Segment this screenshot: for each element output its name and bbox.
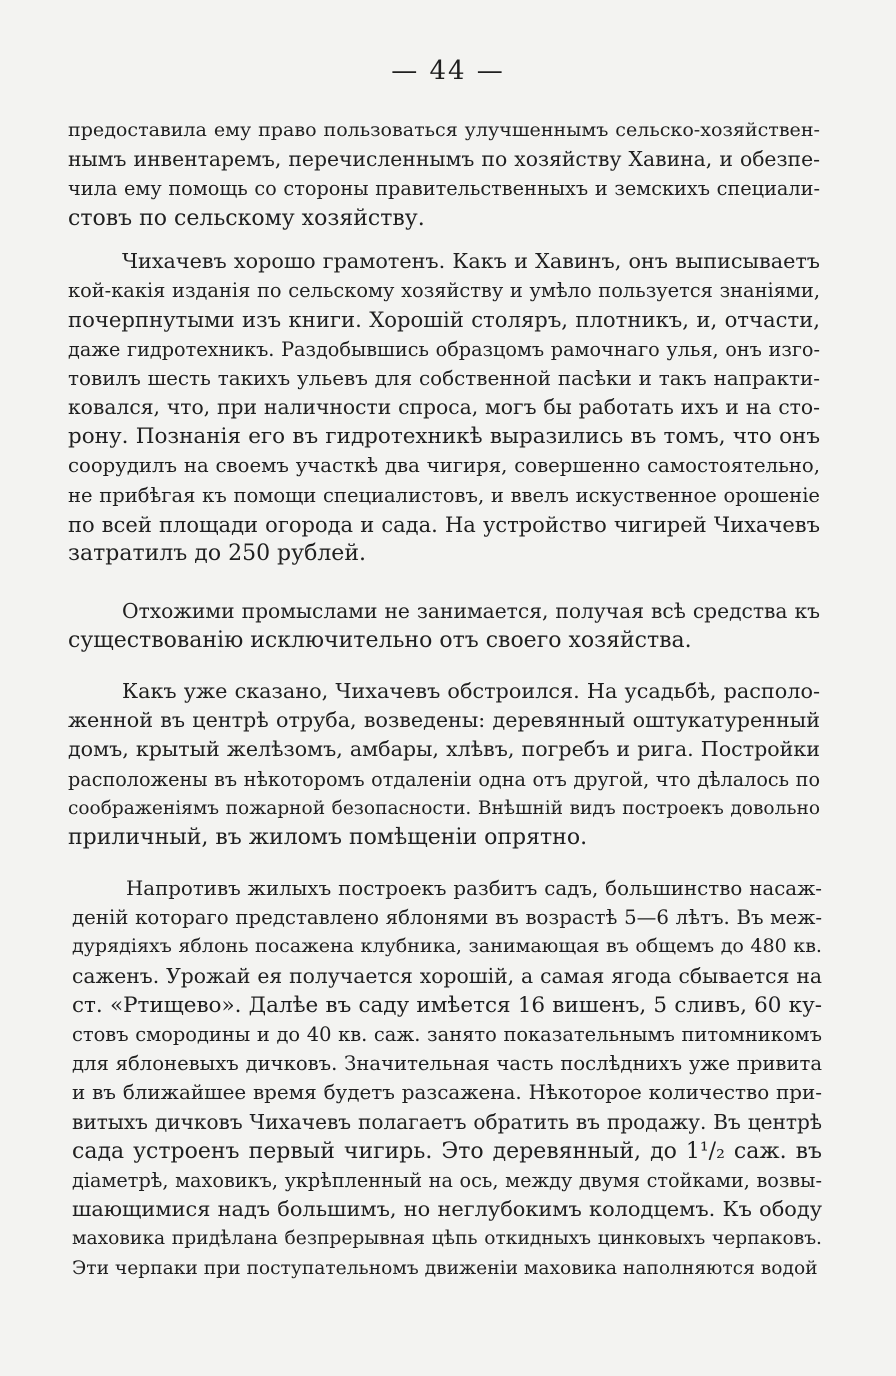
paragraph-4	[68, 677, 820, 852]
paragraph-3	[68, 597, 820, 655]
text-line: соображеніямъ пожарной безопасности. Внѣшній видъ построекъ довольно	[68, 797, 820, 819]
paragraph-2	[68, 247, 820, 568]
text-line: женной въ центрѣ отруба, возведены: деревянный оштукатуренный	[68, 708, 820, 733]
text-line: предоставила ему право пользоваться улучшеннымъ сельско-хозяйствен-	[68, 119, 820, 141]
text-line: Напротивъ жилыхъ построекъ разбитъ садъ, большинство насаж-	[126, 877, 822, 900]
text-line: Какъ уже сказано, Чихачевъ обстроился. На усадьбѣ, располо-	[122, 679, 820, 703]
text-line: существованію исключительно отъ своего хозяйства.	[68, 628, 692, 654]
text-line: ковался, что, при наличности спроса, могъ бы работать ихъ и на сто-	[68, 395, 820, 420]
text-line: маховика придѣлана безпрерывная цѣпь откидныхъ цинковыхъ черпаковъ.	[72, 1228, 822, 1250]
text-line: почерпнутыми изъ книги. Хорошій столяръ, плотникъ, и, отчасти,	[68, 307, 820, 333]
text-line: соорудилъ на своемъ участкѣ два чигиря, совершенно самостоятельно,	[68, 454, 820, 478]
text-line: для яблоневыхъ дичковъ. Значительная часть послѣднихъ уже привита	[72, 1052, 822, 1076]
text-line: деній котораго представлено яблонями въ возрастѣ 5—6 лѣтъ. Въ меж-	[72, 906, 822, 930]
text-line: по всей площади огорода и сада. На устройство чигирей Чихачевъ	[68, 511, 820, 537]
text-line: ст. «Ртищево». Далѣе въ саду имѣется 16 вишенъ, 5 сливъ, 60 ку-	[72, 992, 822, 1018]
text-line: нымъ инвентаремъ, перечисленнымъ по хозяйству Хавина, и обезпе-	[68, 147, 820, 172]
text-line: товилъ шесть такихъ ульевъ для собственной пасѣки и такъ напракти-	[68, 366, 820, 390]
text-line: стовъ по сельскому хозяйству.	[68, 205, 425, 231]
text-line: шающимися надъ большимъ, но неглубокимъ колодцемъ. Къ ободу	[72, 1197, 822, 1222]
text-line: стовъ смородины и до 40 кв. саж. занято показательнымъ питомникомъ	[72, 1023, 822, 1047]
paragraph-5	[72, 874, 822, 1283]
text-line: кой-какія изданія по сельскому хозяйству и умѣло пользуется знаніями,	[68, 279, 820, 303]
text-line: Отхожими промыслами не занимается, получая всѣ средства къ	[122, 599, 820, 623]
text-line: Эти черпаки при поступательномъ движеніи маховика наполняются водой	[72, 1257, 818, 1279]
text-line: сада устроенъ первый чигирь. Это деревянный, до 1¹/₂ саж. въ	[72, 1138, 822, 1164]
text-line: дурядіяхъ яблонь посажена клубника, занимающая въ общемъ до 480 кв.	[72, 935, 822, 958]
text-line: домъ, крытый желѣзомъ, амбары, хлѣвъ, погребъ и рига. Постройки	[68, 737, 820, 762]
text-line: не прибѣгая къ помощи специалистовъ, и ввелъ искуственное орошеніе	[68, 483, 820, 507]
text-line: и въ ближайшее время будетъ разсажена. Нѣкоторое количество при-	[72, 1081, 822, 1105]
page-number: — 44 —	[391, 56, 505, 86]
paragraph-1	[68, 116, 820, 233]
text-line: расположены въ нѣкоторомъ отдаленіи одна отъ другой, что дѣлалось по	[68, 767, 820, 791]
text-line: чила ему помощь со стороны правительственныхъ и земскихъ специали-	[68, 177, 820, 201]
text-line: даже гидротехникъ. Раздобывшись образцомъ рамочнаго улья, онъ изго-	[68, 337, 820, 361]
text-line: діаметрѣ, маховикъ, укрѣпленный на ось, между двумя стойками, возвы-	[72, 1169, 822, 1193]
text-line: рону. Познанія его въ гидротехникѣ выразились въ томъ, что онъ	[68, 424, 820, 450]
text-line: приличный, въ жиломъ помѣщеніи опрятно.	[68, 825, 588, 851]
text-line: витыхъ дичковъ Чихачевъ полагаетъ обратить въ продажу. Въ центрѣ	[72, 1109, 822, 1134]
text-line: Чихачевъ хорошо грамотенъ. Какъ и Хавинъ, онъ выписываетъ	[122, 249, 820, 273]
text-line: затратилъ до 250 рублей.	[68, 541, 366, 567]
text-line: саженъ. Урожай ея получается хорошій, а самая ягода сбывается на	[72, 963, 822, 988]
